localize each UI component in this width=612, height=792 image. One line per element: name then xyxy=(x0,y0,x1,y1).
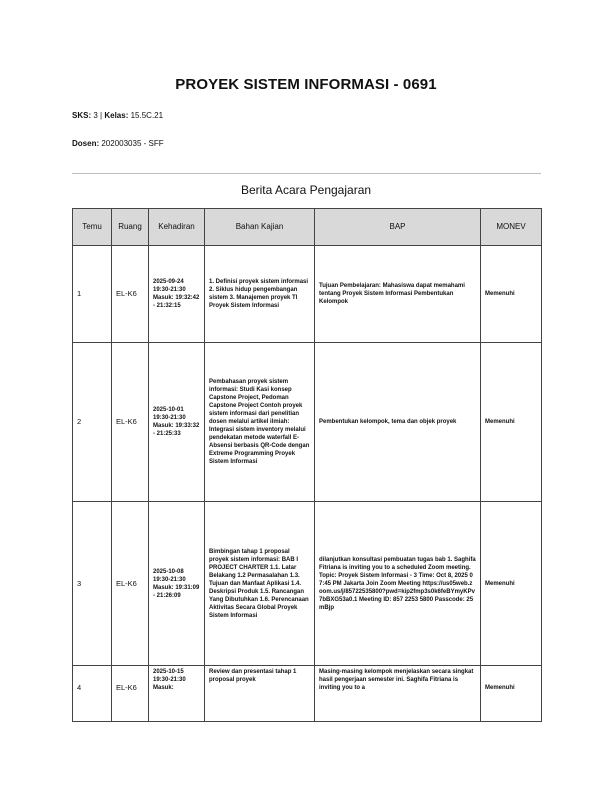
header-kehadiran: Kehadiran xyxy=(149,209,205,246)
cell-kehadiran: 2025-10-08 19:30-21:30 Masuk: 19:31:09 - 21:26:09 xyxy=(149,502,205,666)
table-header-row xyxy=(73,209,542,246)
table-row xyxy=(73,666,542,722)
cell-monev: Memenuhi xyxy=(481,666,542,722)
cell-monev: Memenuhi xyxy=(481,246,542,343)
cell-ruang: EL-K6 xyxy=(112,246,149,343)
cell-temu: 2 xyxy=(73,343,112,502)
cell-bahan-kajian: 1. Definisi proyek sistem informasi 2. Siklus hidup pengembangan sistem 3. Manajemen proyek TI Proyek Sistem Informasi xyxy=(205,246,315,343)
cell-bap: Tujuan Pembelajaran: Mahasiswa dapat memahami tentang Proyek Sistem Informasi Pembentukan Kelompok xyxy=(315,246,481,343)
sks-label: SKS: xyxy=(72,111,92,120)
cell-temu: 1 xyxy=(73,246,112,343)
divider xyxy=(72,173,541,174)
teaching-record-table xyxy=(72,208,542,722)
cell-ruang: EL-K6 xyxy=(112,343,149,502)
table-row xyxy=(73,343,542,502)
cell-temu: 3 xyxy=(73,502,112,666)
cell-bap: Pembentukan kelompok, tema dan objek proyek xyxy=(315,343,481,502)
sks-value: 3 | xyxy=(93,111,105,120)
dosen-value: 202003035 - SFF xyxy=(101,139,164,148)
cell-bap: dilanjutkan konsultasi pembuatan tugas bab 1. Saghifa Fitriana is inviting you to a scheduled Zoom meeting. Topic: Proyek Sistem Informasi - 3 Time: Oct 8, 2025 07:45 PM Jakarta Join Zoom Meeting https://us05web.zoom.us/j/85722535800?pwd=kip2fmp3s0k6feBYmyKPv7bBXG53a0.1 Meeting ID: 857 2253 5800 Passcode: 25mBjp xyxy=(315,502,481,666)
kelas-label: Kelas: xyxy=(104,111,129,120)
cell-monev: Memenuhi xyxy=(481,502,542,666)
dosen-label: Dosen: xyxy=(72,139,100,148)
header-bap: BAP xyxy=(315,209,481,246)
cell-bahan-kajian: Bimbingan tahap 1 proposal proyek sistem informasi: BAB I PROJECT CHARTER 1.1. Latar Belakang 1.2 Permasalahan 1.3. Tujuan dan Manfaat Aplikasi 1.4. Deskripsi Produk 1.5. Rancangan Yang Dibutuhkan 1.6. Perencanaan Aktivitas Secara Global Proyek Sistem Informasi xyxy=(205,502,315,666)
header-temu: Temu xyxy=(73,209,112,246)
header-monev: MONEV xyxy=(481,209,542,246)
cell-ruang: EL-K6 xyxy=(112,502,149,666)
course-meta xyxy=(72,111,163,120)
cell-kehadiran: 2025-10-15 19:30-21:30 Masuk: xyxy=(149,666,205,722)
cell-kehadiran: 2025-09-24 19:30-21:30 Masuk: 19:32:42 - 21:32:15 xyxy=(149,246,205,343)
header-ruang: Ruang xyxy=(112,209,149,246)
cell-bahan-kajian: Pembahasan proyek sistem informasi: Studi Kasi konsep Capstone Project, Pedoman Capstone Project Contoh proyek sistem informasi dari penelitian dosen melalui artikel ilmiah: Integrasi sistem inventory melalui pendekatan metode waterfall E-Absensi berbasis QR-Code dengan Extreme Programming Proyek Sistem Informasi xyxy=(205,343,315,502)
page-title: PROYEK SISTEM INFORMASI - 0691 xyxy=(175,76,437,93)
cell-bahan-kajian: Review dan presentasi tahap 1 proposal proyek xyxy=(205,666,315,722)
lecturer-meta xyxy=(72,139,164,148)
cell-kehadiran: 2025-10-01 19:30-21:30 Masuk: 19:33:32 - 21:25:33 xyxy=(149,343,205,502)
header-bahan-kajian: Bahan Kajian xyxy=(205,209,315,246)
cell-temu: 4 xyxy=(73,666,112,722)
cell-bap: Masing-masing kelompok menjelaskan secara singkat hasil pengerjaan semester ini. Saghifa Fitriana is inviting you to a xyxy=(315,666,481,722)
cell-ruang: EL-K6 xyxy=(112,666,149,722)
table-row xyxy=(73,246,542,343)
cell-monev: Memenuhi xyxy=(481,343,542,502)
section-title: Berita Acara Pengajaran xyxy=(240,183,372,197)
table-row xyxy=(73,502,542,666)
kelas-value: 15.5C.21 xyxy=(130,111,164,120)
